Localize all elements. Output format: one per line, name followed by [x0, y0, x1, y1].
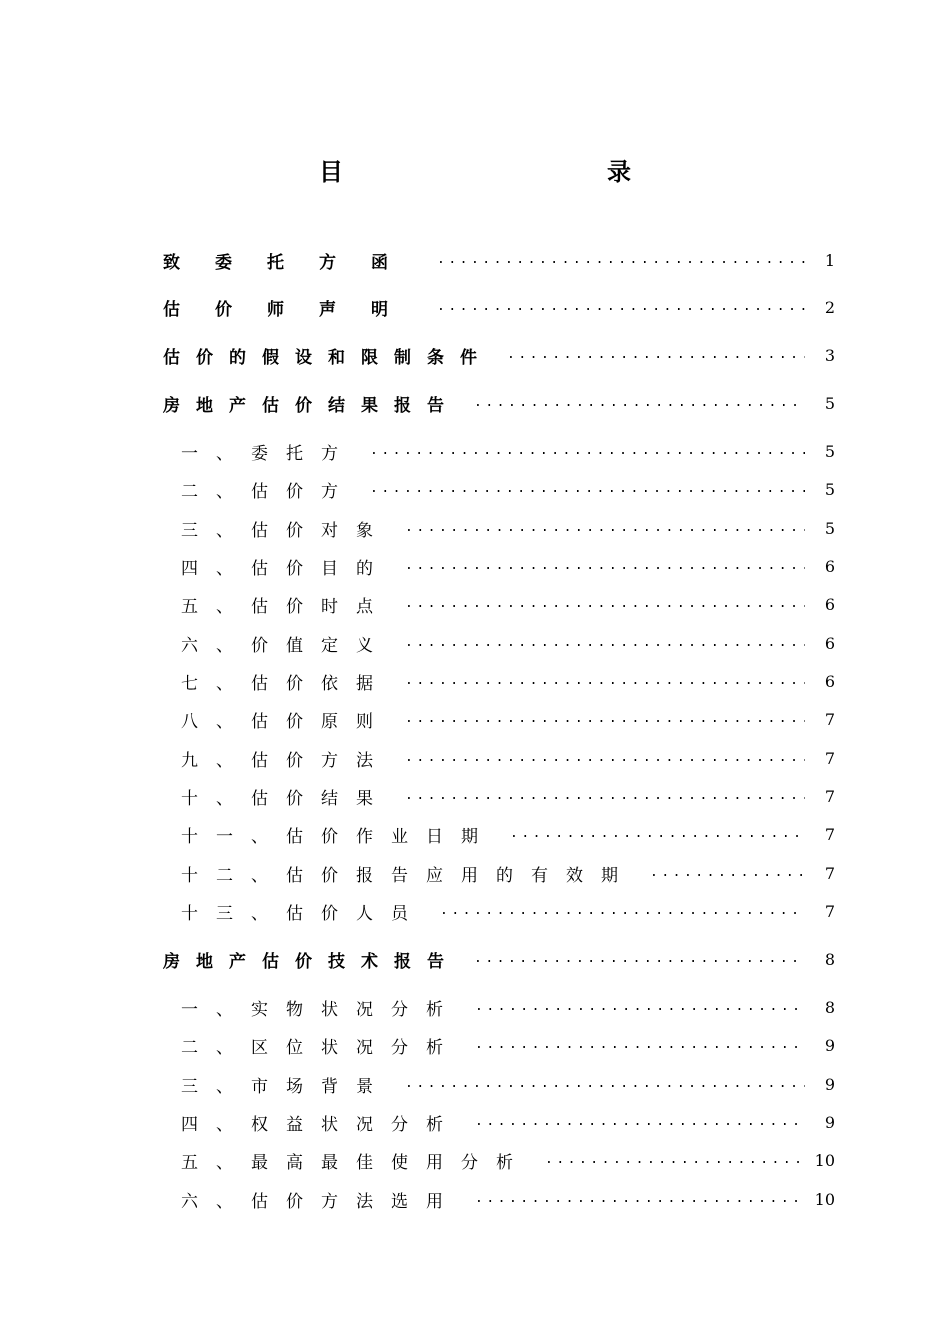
toc-dot-leader: [440, 898, 805, 924]
toc-entry-label: 五、最高最佳使用分析: [181, 1152, 531, 1173]
toc-entry-label: 十二、估价报告应用的有效期: [181, 865, 636, 886]
toc-page-number: 10: [814, 1189, 835, 1209]
toc-subsection-entry[interactable]: [181, 630, 835, 656]
toc-entry-label: 一、委托方: [181, 443, 356, 464]
toc-subsection-entry[interactable]: [181, 1147, 835, 1173]
toc-page-number: 10: [814, 1150, 835, 1170]
toc-subsection-entry[interactable]: [181, 1109, 835, 1135]
toc-dot-leader: [475, 1109, 805, 1135]
toc-page-number: 7: [824, 901, 835, 921]
toc-dot-leader: [405, 1071, 805, 1097]
toc-entry-label: 五、估价时点: [181, 596, 391, 617]
toc-page-number: 3: [824, 345, 835, 365]
toc-dot-leader: [370, 476, 805, 502]
toc-entry-label: 六、价值定义: [181, 635, 391, 656]
toc-dot-leader: [405, 591, 805, 617]
toc-section-entry[interactable]: [163, 247, 835, 273]
toc-dot-leader: [405, 706, 805, 732]
toc-entry-label: 二、估价方: [181, 481, 356, 502]
toc-subsection-entry[interactable]: [181, 668, 835, 694]
toc-dot-leader: [474, 390, 805, 416]
toc-dot-leader: [405, 668, 805, 694]
toc-page-number: 2: [824, 297, 835, 317]
toc-subsection-entry[interactable]: [181, 994, 835, 1020]
toc-section-entry[interactable]: [163, 946, 835, 972]
toc-section-entry[interactable]: [163, 294, 835, 320]
toc-dot-leader: [370, 438, 805, 464]
toc-page-number: 7: [824, 786, 835, 806]
toc-page-number: 6: [824, 594, 835, 614]
toc-subsection-entry[interactable]: [181, 1032, 835, 1058]
toc-entry-label: 房地产估价结果报告: [163, 395, 460, 416]
toc-subsection-entry[interactable]: [181, 821, 835, 847]
toc-page-number: 7: [824, 709, 835, 729]
toc-dot-leader: [475, 994, 805, 1020]
toc-dot-leader: [650, 860, 805, 886]
toc-subsection-entry[interactable]: [181, 898, 835, 924]
toc-page-number: 8: [824, 949, 835, 969]
toc-dot-leader: [405, 515, 805, 541]
toc-section-entry[interactable]: [163, 342, 835, 368]
toc-page-number: 6: [824, 556, 835, 576]
toc-subsection-entry[interactable]: [181, 553, 835, 579]
toc-title: 目 录: [319, 158, 703, 186]
toc-subsection-entry[interactable]: [181, 591, 835, 617]
toc-page-number: 7: [824, 824, 835, 844]
toc-dot-leader: [474, 946, 805, 972]
toc-dot-leader: [405, 630, 805, 656]
toc-dot-leader: [475, 1032, 805, 1058]
toc-entry-label: 致委托方函: [163, 252, 423, 273]
toc-page-number: 7: [824, 748, 835, 768]
toc-entry-label: 房地产估价技术报告: [163, 951, 460, 972]
toc-entry-label: 七、估价依据: [181, 673, 391, 694]
toc-page-number: 7: [824, 863, 835, 883]
toc-dot-leader: [507, 342, 805, 368]
toc-subsection-entry[interactable]: [181, 745, 835, 771]
toc-page-number: 8: [824, 997, 835, 1017]
toc-page-number: 9: [824, 1112, 835, 1132]
toc-entry-label: 十、估价结果: [181, 788, 391, 809]
toc-dot-leader: [405, 783, 805, 809]
toc-subsection-entry[interactable]: [181, 476, 835, 502]
toc-dot-leader: [437, 247, 805, 273]
toc-page-number: 1: [824, 250, 835, 270]
toc-dot-leader: [545, 1147, 801, 1173]
toc-page-number: 5: [824, 441, 835, 461]
toc-page-number: 9: [824, 1074, 835, 1094]
toc-subsection-entry[interactable]: [181, 1186, 835, 1212]
toc-page-number: 5: [824, 518, 835, 538]
toc-entry-label: 三、市场背景: [181, 1076, 391, 1097]
toc-dot-leader: [437, 294, 805, 320]
toc-entry-label: 三、估价对象: [181, 520, 391, 541]
toc-entry-label: 十一、估价作业日期: [181, 826, 496, 847]
toc-page-number: 9: [824, 1035, 835, 1055]
toc-entry-label: 八、估价原则: [181, 711, 391, 732]
toc-page-number: 6: [824, 671, 835, 691]
toc-subsection-entry[interactable]: [181, 438, 835, 464]
toc-entry-label: 四、估价目的: [181, 558, 391, 579]
toc-dot-leader: [405, 553, 805, 579]
toc-subsection-entry[interactable]: [181, 1071, 835, 1097]
toc-subsection-entry[interactable]: [181, 515, 835, 541]
toc-page-number: 5: [824, 393, 835, 413]
toc-entry-label: 一、实物状况分析: [181, 999, 461, 1020]
toc-dot-leader: [510, 821, 805, 847]
toc-entry-label: 估价的假设和限制条件: [163, 347, 493, 368]
toc-subsection-entry[interactable]: [181, 783, 835, 809]
toc-entry-label: 六、估价方法选用: [181, 1191, 461, 1212]
toc-subsection-entry[interactable]: [181, 860, 835, 886]
toc-entry-label: 四、权益状况分析: [181, 1114, 461, 1135]
toc-page-number: 5: [824, 479, 835, 499]
toc-entry-label: 估价师声明: [163, 299, 423, 320]
toc-dot-leader: [475, 1186, 801, 1212]
toc-section-entry[interactable]: [163, 390, 835, 416]
toc-subsection-entry[interactable]: [181, 706, 835, 732]
toc-dot-leader: [405, 745, 805, 771]
toc-entry-label: 九、估价方法: [181, 750, 391, 771]
toc-entry-label: 二、区位状况分析: [181, 1037, 461, 1058]
toc-entry-label: 十三、估价人员: [181, 903, 426, 924]
toc-page-number: 6: [824, 633, 835, 653]
